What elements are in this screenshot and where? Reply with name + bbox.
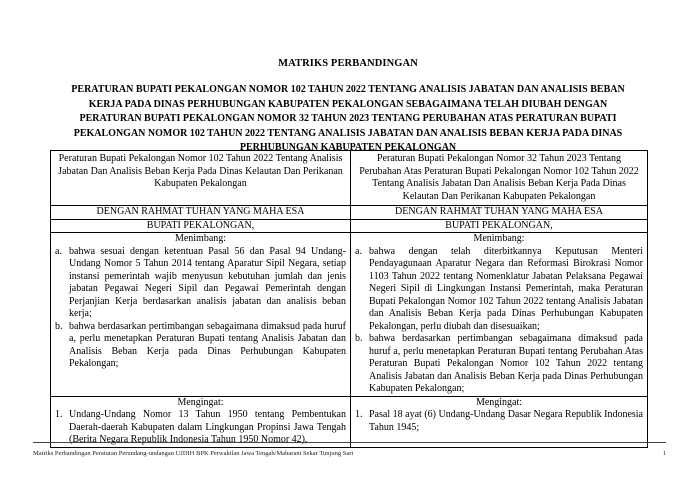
list-item (355, 246, 643, 334)
left-mengingat-label: Mengingat: (177, 396, 224, 408)
left-regulation-title: Peraturan Bupati Pekalongan Nomor 102 Tahun 2022 Tentang Analisis Jabatan Dan Analisis Beban Kerja Pada Dinas Kelautan Dan Perikanan Kabupaten Pekalongan (51, 151, 351, 206)
left-mengingat-cell (51, 396, 351, 447)
issuer-row (51, 219, 648, 233)
page-footer (33, 449, 666, 458)
item-text: bahwa berdasarkan pertimbangan sebagaimana dimaksud pada huruf a, perlu menetapkan Peraturan Bupati tentang Perubahan Atas Peraturan Bupati Pekalongan Nomor 102 Tahun 2022 tentang Analisis Jabatan dan Analisis Beban Kerja pada Dinas Perhubungan Kabupaten Pekalongan; (369, 333, 643, 394)
item-text: bahwa dengan telah diterbitkannya Keputusan Menteri Pendayagunaan Aparatur Negara dan Reformasi Birokrasi Nomor 1103 Tahun 2022 tentang Nomenklatur Jabatan Pelaksana Pegawai Negeri Sipil di Lingkungan Instansi Pemerintah, maka Peraturan Bupati Pekalongan Nomor 102 Tahun 2022 tentang Analisis Jabatan dan Analisis Beban Kerja pada Dinas Perhubungan Kabupaten Pekalongan, perlu diubah dan disesuaikan; (369, 245, 643, 332)
right-invocation: DENGAN RAHMAT TUHAN YANG MAHA ESA (351, 206, 648, 220)
item-text: bahwa sesuai dengan ketentuan Pasal 56 dan Pasal 94 Undang-Undang Nomor 5 Tahun 2014 tentang Aparatur Sipil Negara, setiap instansi pemerintah wajib menyusun kebutuhan jumlah dan jenis jabatan Pegawai Negeri Sipil dan Pegawai Pemerintah dengan Perjanjian Kerja berdasarkan analisis jabatan dan analisis beban kerja; (69, 245, 346, 319)
list-item (55, 321, 346, 371)
comparison-table (50, 150, 648, 448)
right-regulation-title: Peraturan Bupati Pekalongan Nomor 32 Tahun 2023 Tentang Perubahan Atas Peraturan Bupati Pekalongan Nomor 102 Tahun 2022 Tentang Analisis Jabatan Dan Analisis Beban Kerja Pada Dinas Kelautan Dan Perikanan Kabupaten Pekalongan (351, 151, 648, 206)
left-invocation: DENGAN RAHMAT TUHAN YANG MAHA ESA (51, 206, 351, 220)
right-issuer: BUPATI PEKALONGAN, (351, 219, 648, 233)
item-marker: b. (55, 320, 63, 332)
item-marker: a. (55, 245, 62, 257)
table-header-row (51, 151, 648, 206)
invocation-row (51, 206, 648, 220)
item-text: Pasal 18 ayat (6) Undang-Undang Dasar Negara Republik Indonesia Tahun 1945; (369, 409, 643, 433)
menimbang-row (51, 233, 648, 397)
item-marker: 1. (355, 409, 363, 420)
left-issuer: BUPATI PEKALONGAN, (51, 219, 351, 233)
right-menimbang-label: Menimbang: (473, 233, 525, 244)
list-item (55, 246, 346, 321)
right-menimbang-cell (351, 233, 648, 397)
list-item (55, 409, 346, 447)
list-item (355, 409, 643, 434)
item-text: bahwa berdasarkan pertimbangan sebagaimana dimaksud pada huruf a, perlu menetapkan Peraturan Bupati tentang Analisis Jabatan dan Analisis Beban Kerja pada Dinas Perhubungan Kabupaten Pekalongan; (69, 320, 346, 369)
right-mengingat-label: Mengingat: (475, 396, 523, 408)
left-menimbang-cell (51, 233, 351, 397)
document-subtitle: PERATURAN BUPATI PEKALONGAN NOMOR 102 TAHUN 2022 TENTANG ANALISIS JABATAN DAN ANALISIS BEBAN KERJA PADA DINAS PERHUBUNGAN KABUPATEN PEKALONGAN SEBAGAIMANA TELAH DIUBAH DENGAN PERATURAN BUPATI PEKALONGAN NOMOR 32 TAHUN 2023 TENTANG PERUBAHAN ATAS PERATURAN BUPATI PEKALONGAN NOMOR 102 TAHUN 2022 TENTANG ANALISIS JABATAN DAN ANALISIS BEBAN KERJA PADA DINAS PERHUBUNGAN KABUPATEN PEKALONGAN (71, 84, 625, 153)
item-marker: 1. (55, 409, 63, 420)
list-item (355, 333, 643, 396)
footer-divider (33, 442, 666, 443)
page-number: 1 (662, 450, 666, 457)
document-title: MATRIKS PERBANDINGAN (278, 58, 418, 69)
item-marker: b. (355, 333, 363, 344)
mengingat-row (51, 396, 648, 447)
right-mengingat-cell (351, 396, 648, 447)
item-text: Undang-Undang Nomor 13 Tahun 1950 tentang Pembentukan Daerah-daerah Kabupaten dalam Lingkungan Propinsi Jawa Tengah (Berita Negara Republik Indonesia Tahun 1950 Nomor 42), (69, 409, 346, 445)
footer-text: Matriks Perbandingan Peraturan Perundang-undangan UJDIH BPK Perwakilan Jawa Tengah/Maharani Sekar Tunjung Sari (33, 450, 354, 457)
item-marker: a. (355, 245, 362, 257)
left-menimbang-label: Menimbang: (174, 233, 227, 244)
